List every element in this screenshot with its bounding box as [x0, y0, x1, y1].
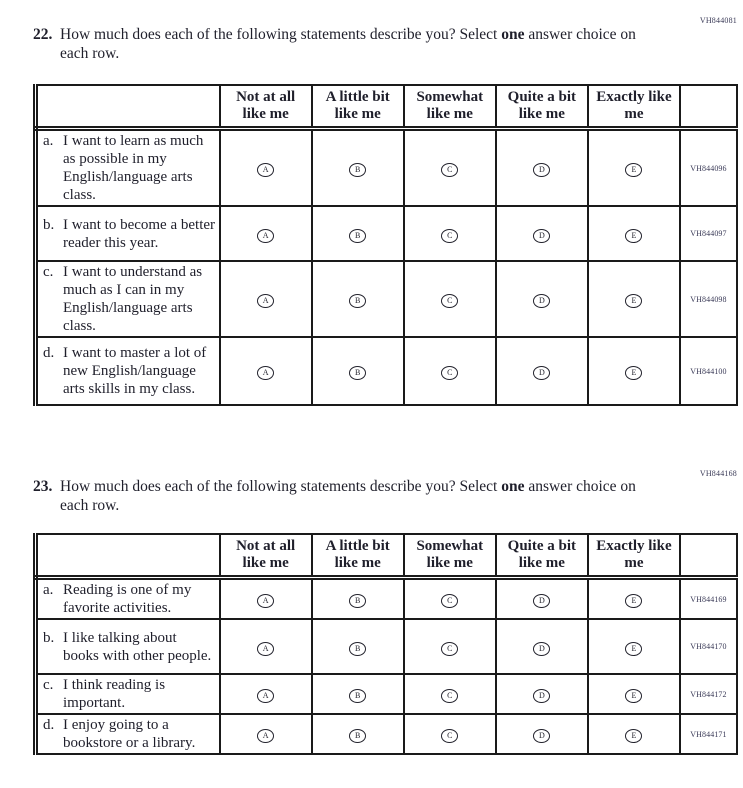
option-bubble-e[interactable]: E — [625, 729, 642, 743]
option-cell — [496, 129, 588, 207]
statement-text: I want to master a lot of new English/language arts skills in my class. — [63, 345, 207, 397]
question-prompt — [33, 25, 642, 63]
option-bubble-c[interactable]: C — [441, 366, 458, 380]
option-cell — [496, 619, 588, 674]
option-cell — [220, 578, 312, 620]
statement-cell — [36, 674, 220, 714]
option-cell — [220, 261, 312, 337]
option-cell — [312, 261, 404, 337]
option-cell — [588, 337, 680, 405]
option-bubble-c[interactable]: C — [441, 229, 458, 243]
option-cell — [588, 619, 680, 674]
option-bubble-b[interactable]: B — [349, 594, 366, 608]
option-bubble-e[interactable]: E — [625, 294, 642, 308]
option-bubble-e[interactable]: E — [625, 163, 642, 177]
option-cell — [220, 337, 312, 405]
row-letter: b. — [43, 629, 55, 646]
row-letter: d. — [43, 717, 55, 733]
statement-cell — [36, 129, 220, 207]
row-accession-code: VH844169 — [680, 578, 737, 620]
option-cell — [220, 674, 312, 714]
option-cell — [312, 337, 404, 405]
emphasis-one: one — [501, 478, 525, 495]
question-prompt — [33, 477, 642, 515]
option-cell — [588, 261, 680, 337]
option-bubble-b[interactable]: B — [349, 689, 366, 703]
statement-cell — [36, 619, 220, 674]
question-accession-code: VH844081 — [699, 16, 737, 25]
option-bubble-d[interactable]: D — [533, 229, 550, 243]
option-bubble-a[interactable]: A — [257, 366, 274, 380]
row-accession-code: VH844171 — [680, 714, 737, 754]
row-letter: a. — [43, 133, 54, 149]
table-row — [36, 261, 738, 337]
option-cell — [220, 714, 312, 754]
statement-text: I think reading is important. — [63, 677, 166, 711]
option-bubble-d[interactable]: D — [533, 689, 550, 703]
option-cell — [220, 619, 312, 674]
row-accession-code: VH844170 — [680, 619, 737, 674]
option-bubble-e[interactable]: E — [625, 594, 642, 608]
question-number: 22. — [33, 26, 53, 43]
row-letter: b. — [43, 216, 55, 233]
option-cell — [404, 337, 496, 405]
row-accession-code: VH844096 — [680, 129, 737, 207]
option-bubble-d[interactable]: D — [533, 729, 550, 743]
option-bubble-c[interactable]: C — [441, 294, 458, 308]
option-bubble-e[interactable]: E — [625, 642, 642, 656]
question-text: How much does each of the following statements describe you? Select one answer choice on each row. — [60, 478, 636, 514]
option-cell — [496, 674, 588, 714]
option-cell — [312, 619, 404, 674]
stub-header-empty — [36, 85, 220, 129]
option-cell — [404, 714, 496, 754]
column-header: Not at all like me — [220, 534, 312, 578]
option-bubble-a[interactable]: A — [257, 294, 274, 308]
option-cell — [220, 129, 312, 207]
statements-table-q23 — [33, 533, 738, 755]
row-letter: c. — [43, 677, 54, 693]
option-cell — [496, 261, 588, 337]
table-row — [36, 578, 738, 620]
stub-header-empty — [36, 534, 220, 578]
statement-cell — [36, 714, 220, 754]
header-row — [36, 534, 738, 578]
column-header: A little bit like me — [312, 534, 404, 578]
option-bubble-c[interactable]: C — [441, 729, 458, 743]
option-bubble-a[interactable]: A — [257, 642, 274, 656]
option-bubble-b[interactable]: B — [349, 366, 366, 380]
table-row — [36, 129, 738, 207]
option-bubble-e[interactable]: E — [625, 229, 642, 243]
option-cell — [496, 206, 588, 261]
option-bubble-a[interactable]: A — [257, 729, 274, 743]
option-bubble-b[interactable]: B — [349, 163, 366, 177]
option-cell — [404, 129, 496, 207]
option-cell — [588, 578, 680, 620]
option-bubble-b[interactable]: B — [349, 294, 366, 308]
option-cell — [588, 674, 680, 714]
column-header: Exactly like me — [588, 534, 680, 578]
emphasis-one: one — [501, 26, 525, 43]
option-cell — [404, 578, 496, 620]
table-row — [36, 619, 738, 674]
option-bubble-c[interactable]: C — [441, 163, 458, 177]
option-cell — [404, 261, 496, 337]
option-bubble-a[interactable]: A — [257, 229, 274, 243]
column-header: Quite a bit like me — [496, 85, 588, 129]
row-letter: d. — [43, 345, 55, 361]
row-accession-code: VH844097 — [680, 206, 737, 261]
statement-text: Reading is one of my favorite activities. — [63, 582, 192, 616]
option-cell — [496, 337, 588, 405]
column-header: Exactly like me — [588, 85, 680, 129]
table-row — [36, 714, 738, 754]
option-cell — [404, 206, 496, 261]
option-cell — [588, 129, 680, 207]
option-cell — [312, 129, 404, 207]
statements-table-q22 — [33, 84, 738, 406]
column-header: Somewhat like me — [404, 85, 496, 129]
table-row — [36, 206, 738, 261]
option-bubble-c[interactable]: C — [441, 642, 458, 656]
row-accession-code: VH844172 — [680, 674, 737, 714]
statement-text: I want to understand as much as I can in my English/language arts class. — [63, 264, 203, 334]
option-cell — [312, 674, 404, 714]
statement-cell — [36, 206, 220, 261]
option-bubble-b[interactable]: B — [349, 642, 366, 656]
option-bubble-c[interactable]: C — [441, 594, 458, 608]
option-cell — [404, 619, 496, 674]
statement-cell — [36, 578, 220, 620]
table-row — [36, 674, 738, 714]
option-cell — [312, 206, 404, 261]
option-bubble-b[interactable]: B — [349, 729, 366, 743]
column-header: Not at all like me — [220, 85, 312, 129]
question-accession-code: VH844168 — [699, 469, 737, 478]
option-bubble-a[interactable]: A — [257, 594, 274, 608]
option-cell — [220, 206, 312, 261]
question-number: 23. — [33, 478, 53, 495]
option-cell — [496, 578, 588, 620]
column-header: Quite a bit like me — [496, 534, 588, 578]
option-bubble-c[interactable]: C — [441, 689, 458, 703]
option-cell — [588, 714, 680, 754]
option-bubble-e[interactable]: E — [625, 689, 642, 703]
option-bubble-d[interactable]: D — [533, 594, 550, 608]
option-cell — [404, 674, 496, 714]
statement-cell — [36, 261, 220, 337]
column-header: A little bit like me — [312, 85, 404, 129]
statement-text: I want to learn as much as possible in my English/language arts class. — [63, 133, 204, 203]
option-cell — [496, 714, 588, 754]
option-bubble-d[interactable]: D — [533, 294, 550, 308]
option-bubble-a[interactable]: A — [257, 163, 274, 177]
option-bubble-e[interactable]: E — [625, 366, 642, 380]
row-accession-code: VH844098 — [680, 261, 737, 337]
statement-text: I enjoy going to a bookstore or a library. — [63, 717, 196, 751]
row-accession-code: VH844100 — [680, 337, 737, 405]
option-bubble-d[interactable]: D — [533, 163, 550, 177]
table-row — [36, 337, 738, 405]
statement-cell — [36, 337, 220, 405]
option-cell — [312, 714, 404, 754]
row-letter: c. — [43, 264, 54, 280]
option-bubble-d[interactable]: D — [533, 642, 550, 656]
code-header-empty — [680, 534, 737, 578]
column-header: Somewhat like me — [404, 534, 496, 578]
option-cell — [312, 578, 404, 620]
option-bubble-a[interactable]: A — [257, 689, 274, 703]
code-header-empty — [680, 85, 737, 129]
option-bubble-b[interactable]: B — [349, 229, 366, 243]
statement-text: I want to become a better reader this year. — [63, 216, 216, 251]
option-bubble-d[interactable]: D — [533, 366, 550, 380]
row-letter: a. — [43, 582, 54, 598]
question-text: How much does each of the following statements describe you? Select one answer choice on each row. — [60, 26, 636, 62]
header-row — [36, 85, 738, 129]
statement-text: I like talking about books with other people. — [63, 629, 212, 664]
option-cell — [588, 206, 680, 261]
